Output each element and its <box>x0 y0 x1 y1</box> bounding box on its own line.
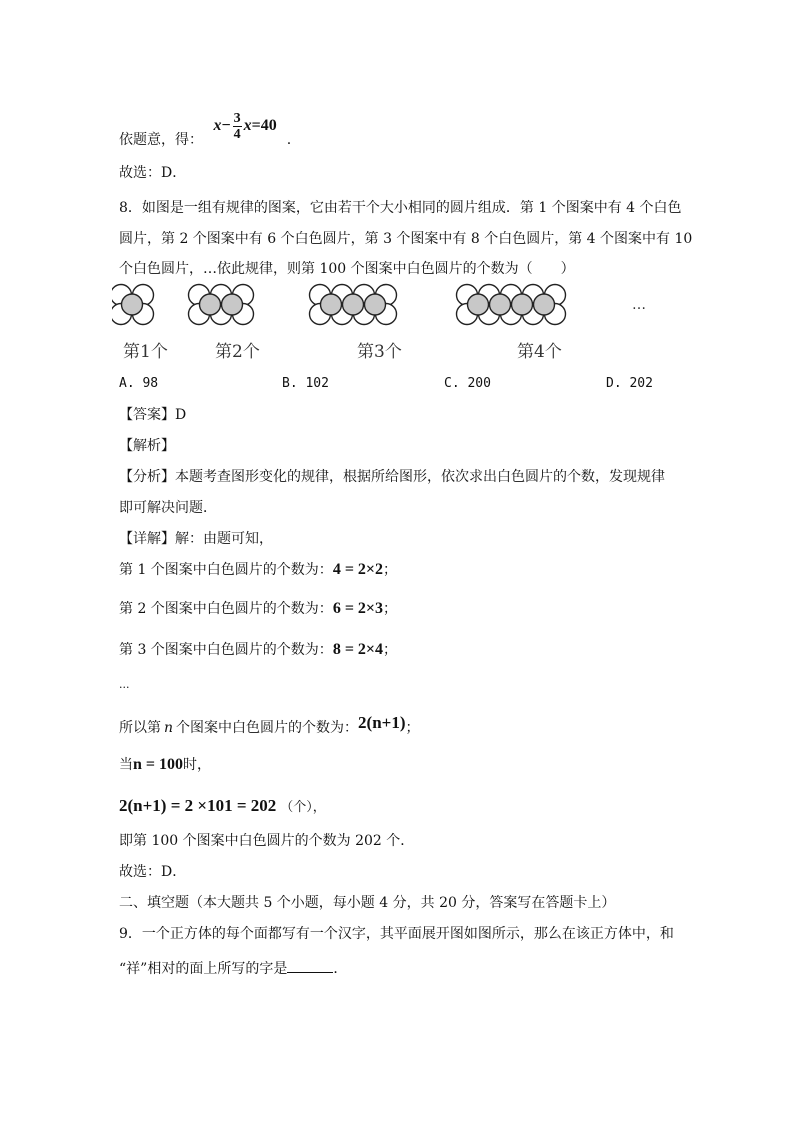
general-prefix: 所以第 <box>119 720 161 736</box>
pattern-label-4: 第4个 <box>517 342 562 362</box>
analysis-line2: 即可解决问题． <box>119 500 217 516</box>
conclusion: 即第 100 个图案中白色圆片的个数为 202 个． <box>119 833 415 849</box>
section2-header: 二、填空题（本大题共 5 个小题，每小题 4 分，共 20 分，答案写在答题卡上） <box>119 895 616 911</box>
general-line <box>119 713 420 738</box>
gray-disc <box>321 294 342 315</box>
eq-fraction <box>233 111 242 142</box>
step-1 <box>119 560 397 580</box>
step-3-math: 8 = 2×4 <box>332 641 384 658</box>
q8-line2: 圆片，第 2 个图案中有 6 个白色圆片，第 3 个图案中有 8 个白色圆片，第 4 个图案中有 10 <box>119 231 693 247</box>
step-1-text: 第 1 个图案中白色圆片的个数为： <box>119 562 333 578</box>
step-2-text: 第 2 个图案中白色圆片的个数为： <box>119 601 333 617</box>
answer: 【答案】D <box>119 407 187 423</box>
calc-unit: （个）， <box>280 800 326 815</box>
step-3-end: ； <box>383 642 398 658</box>
gray-disc <box>534 294 555 315</box>
setup-text: 依题意，得： <box>119 132 203 148</box>
eq-equals: = <box>251 117 261 134</box>
analysis-header: 【解析】 <box>119 438 175 454</box>
gray-disc <box>200 294 221 315</box>
continuation-dots: ··· <box>119 681 130 694</box>
option-b: B. 102 <box>282 376 329 391</box>
calc-line <box>119 796 326 818</box>
step-3-text: 第 3 个图案中白色圆片的个数为： <box>119 642 333 658</box>
eq-var-x2: x <box>243 117 252 134</box>
eq-frac-den: 4 <box>233 126 241 142</box>
eq-rhs: 40 <box>260 117 277 134</box>
when-math: n = 100 <box>133 756 184 773</box>
analysis-line1: 【分析】本题考查图形变化的规律，根据所给图形，依次求出白色圆片的个数，发现规律 <box>119 469 665 485</box>
calc-math: 2(n+1) = 2 ×101 = 202 <box>119 796 277 815</box>
pattern-ellipsis: … <box>632 297 646 313</box>
option-d: D. 202 <box>606 376 653 391</box>
q8-line3: 个白色圆片，…依此规律，则第 100 个图案中白色圆片的个数为（ ） <box>119 261 575 277</box>
gray-disc <box>468 294 489 315</box>
q9-line2-end: ． <box>333 961 348 977</box>
step-2-math: 6 = 2×3 <box>332 600 384 617</box>
general-end: ； <box>405 720 420 736</box>
step-1-end: ； <box>383 562 398 578</box>
gray-disc <box>365 294 386 315</box>
option-c: C. 200 <box>444 376 491 391</box>
setup-period: . <box>286 132 292 148</box>
q9-line1: 9．一个正方体的每个面都写有一个汉字，其平面展开图如图所示，那么在该正方体中，和 <box>119 926 674 942</box>
gray-disc <box>343 294 364 315</box>
detail-intro: 【详解】解：由题可知， <box>119 531 273 547</box>
prev-choice: 故选：D． <box>119 165 187 181</box>
q9-line2-text: “祥”相对的面上所写的字是 <box>119 961 288 977</box>
general-suffix: 个图案中白色圆片的个数为： <box>176 720 359 736</box>
q9-line2 <box>119 958 347 979</box>
pattern-label-1: 第1个 <box>123 342 168 362</box>
q8-line1: 8．如图是一组有规律的图案，它由若干个大小相同的圆片组成．第 1 个图案中有 4 个白色 <box>119 200 682 216</box>
eq-var-x: x <box>213 117 222 134</box>
when-suffix: 时， <box>183 757 212 773</box>
equation <box>213 110 280 142</box>
q8-choice: 故选：D． <box>119 864 187 880</box>
general-math: 2(n+1) <box>358 713 406 732</box>
setup-line <box>119 110 292 160</box>
pattern-label-2: 第2个 <box>215 342 260 362</box>
eq-frac-num: 3 <box>233 110 241 126</box>
general-n: n <box>164 720 174 736</box>
step-2 <box>119 599 397 619</box>
option-a: A. 98 <box>119 376 159 391</box>
gray-disc <box>490 294 511 315</box>
step-3 <box>119 640 397 660</box>
eq-minus: − <box>221 117 231 134</box>
pattern-figure <box>112 283 672 363</box>
gray-disc <box>222 294 243 315</box>
step-2-end: ； <box>383 601 398 617</box>
when-line <box>119 755 211 775</box>
when-prefix: 当 <box>119 757 133 773</box>
gray-disc <box>512 294 533 315</box>
answer-blank[interactable] <box>287 958 333 973</box>
step-1-math: 4 = 2×2 <box>332 561 384 578</box>
gray-disc <box>122 294 143 315</box>
pattern-label-3: 第3个 <box>357 342 402 362</box>
